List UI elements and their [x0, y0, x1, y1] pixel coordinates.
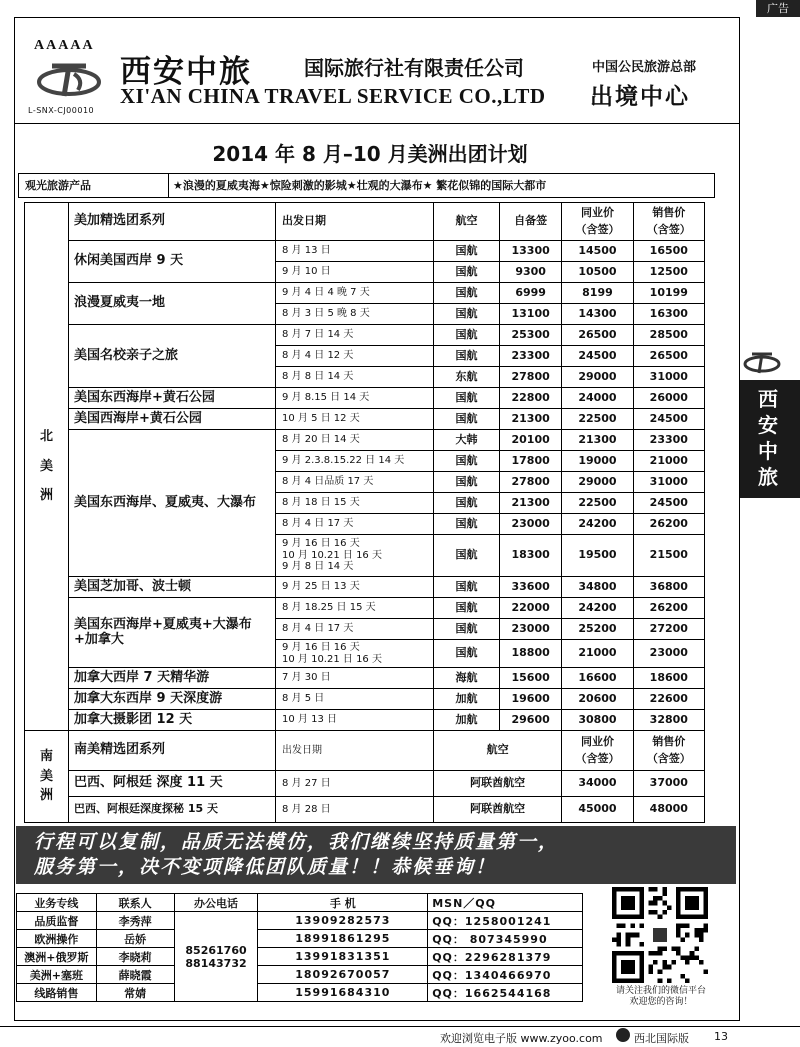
region-char: 洲 — [39, 488, 53, 504]
departure-date-line: 8 月 20 日 14 天 — [282, 434, 360, 446]
departure-date — [276, 472, 434, 493]
sale-price: 24500 — [633, 493, 704, 514]
airline: 国航 — [434, 493, 500, 514]
date-header: 出发日期 — [276, 203, 434, 241]
route-name: 巴西、阿根廷深度探秘 15 天 — [69, 797, 276, 823]
table-row — [25, 771, 705, 797]
contact-row — [17, 948, 583, 966]
slogan-banner — [16, 826, 736, 884]
peer-price-header-line: （含签） — [575, 751, 620, 765]
side-tab-char: 西 — [758, 387, 778, 411]
self-visa-price: 20100 — [500, 430, 562, 451]
table-row — [25, 598, 705, 619]
sale-price: 32800 — [633, 710, 704, 731]
departure-date — [276, 689, 434, 710]
company-name-cn-suffix: 国际旅行社有限责任公司 — [304, 56, 524, 80]
airline: 国航 — [434, 514, 500, 535]
sale-price: 22600 — [633, 689, 704, 710]
departure-date-line: 10 月 10.21 日 16 天 — [282, 549, 382, 561]
airline: 国航 — [434, 262, 500, 283]
departure-date-line: 9 月 25 日 13 天 — [282, 581, 360, 593]
mobile-number: 13991831351 — [258, 948, 428, 966]
contact-person: 岳娇 — [96, 930, 174, 948]
sale-price-header-line: 销售价 — [652, 735, 686, 748]
departure-date — [276, 304, 434, 325]
route-name: 浪漫夏威夷一地 — [69, 283, 276, 325]
peer-price: 24500 — [562, 346, 633, 367]
self-visa-price: 17800 — [500, 451, 562, 472]
contact-person: 薛晓霞 — [96, 966, 174, 984]
airline: 国航 — [434, 409, 500, 430]
license-number: L-SNX-CJ00010 — [28, 106, 95, 115]
contact-row — [17, 912, 583, 930]
sale-price: 26200 — [633, 598, 704, 619]
departure-date-line: 9 月 10 日 — [282, 266, 331, 278]
peer-price: 14500 — [562, 241, 633, 262]
sale-price: 23000 — [633, 640, 704, 668]
contact-person: 李秀萍 — [96, 912, 174, 930]
airline: 国航 — [434, 241, 500, 262]
company-name-cn: 西安中旅 — [120, 54, 252, 90]
peer-price: 45000 — [562, 797, 633, 823]
airline: 国航 — [434, 535, 500, 577]
departure-date-line: 10 月 13 日 — [282, 714, 337, 726]
departure-date: 8 月 27 日 — [276, 771, 434, 797]
region-north-america — [25, 203, 69, 731]
airline: 国航 — [434, 640, 500, 668]
footer-edition: 西北国际版 — [634, 1032, 689, 1045]
departure-date-line: 8 月 7 日 14 天 — [282, 329, 354, 341]
business-line: 品质监督 — [17, 912, 97, 930]
mobile-header: 手 机 — [258, 894, 428, 912]
route-name: 加拿大东西岸 9 天深度游 — [69, 689, 276, 710]
peer-price: 14300 — [562, 304, 633, 325]
departure-date — [276, 577, 434, 598]
airline: 国航 — [434, 577, 500, 598]
table-row — [25, 689, 705, 710]
sale-price-header-line: （含签） — [646, 222, 691, 236]
region-char: 南 — [39, 749, 53, 765]
office-phone-number: 88143732 — [185, 956, 247, 970]
series-header: 美加精选团系列 — [69, 203, 276, 241]
self-visa-price: 23300 — [500, 346, 562, 367]
sale-price: 36800 — [633, 577, 704, 598]
airline: 阿联酋航空 — [434, 771, 562, 797]
peer-price: 25200 — [562, 619, 633, 640]
region-char: 北 — [39, 428, 53, 444]
departure-date-line: 8 月 18.25 日 15 天 — [282, 602, 376, 614]
departure-date — [276, 241, 434, 262]
line-header: 业务专线 — [17, 894, 97, 912]
slogan-line-1: 行程可以复制，品质无法模仿，我们继续坚持质量第一， — [34, 831, 560, 853]
peer-price: 29000 — [562, 472, 633, 493]
table-header-row — [25, 203, 705, 241]
qq-number: QQ：1662544168 — [428, 984, 583, 1002]
self-visa-price: 6999 — [500, 283, 562, 304]
self-visa-price: 27800 — [500, 472, 562, 493]
airline: 东航 — [434, 367, 500, 388]
peer-price: 22500 — [562, 409, 633, 430]
sale-price: 26000 — [633, 388, 704, 409]
self-visa-header: 自备签 — [500, 203, 562, 241]
table-row — [25, 388, 705, 409]
route-name: 美国东西海岸、夏威夷、大瀑布 — [69, 430, 276, 577]
sale-price: 10199 — [633, 283, 704, 304]
departure-date — [276, 535, 434, 577]
table-row — [25, 241, 705, 262]
category-bar — [18, 173, 715, 198]
table-row — [25, 710, 705, 731]
departure-date — [276, 668, 434, 689]
departure-date — [276, 640, 434, 668]
airline: 加航 — [434, 710, 500, 731]
departure-date — [276, 493, 434, 514]
departure-date — [276, 346, 434, 367]
airline: 海航 — [434, 668, 500, 689]
side-tab-char: 中 — [758, 439, 778, 463]
self-visa-price: 22800 — [500, 388, 562, 409]
airline: 国航 — [434, 325, 500, 346]
sale-price: 31000 — [633, 472, 704, 493]
qq-number: QQ： 807345990 — [428, 930, 583, 948]
contact-person: 李晓莉 — [96, 948, 174, 966]
departure-date — [276, 451, 434, 472]
footer-logo-icon — [616, 1028, 630, 1042]
self-visa-price: 15600 — [500, 668, 562, 689]
person-header: 联系人 — [96, 894, 174, 912]
series-header: 南美精选团系列 — [69, 731, 276, 771]
page-number: 13 — [714, 1030, 728, 1043]
peer-price: 29000 — [562, 367, 633, 388]
office-phone-header: 办公电话 — [174, 894, 258, 912]
table-row — [25, 409, 705, 430]
slogan-line-2: 服务第一，决不变项降低团队质量！！恭候垂询！ — [34, 856, 497, 878]
sale-price: 37000 — [633, 771, 704, 797]
sale-price: 26500 — [633, 346, 704, 367]
table-row — [25, 283, 705, 304]
peer-price: 16600 — [562, 668, 633, 689]
region-char: 美 — [39, 768, 53, 784]
sale-price: 27200 — [633, 619, 704, 640]
sale-price-header-line: 销售价 — [652, 206, 686, 219]
sale-price: 48000 — [633, 797, 704, 823]
footer-url: 欢迎浏览电子版 www.zyoo.com — [440, 1032, 603, 1045]
departure-date — [276, 388, 434, 409]
self-visa-price: 18800 — [500, 640, 562, 668]
office-phone-number: 85261760 — [185, 943, 247, 957]
route-name: 加拿大西岸 7 天精华游 — [69, 668, 276, 689]
qq-header: MSN／QQ — [428, 894, 583, 912]
departure-date — [276, 598, 434, 619]
peer-price: 21000 — [562, 640, 633, 668]
peer-price: 24200 — [562, 514, 633, 535]
sale-price: 21000 — [633, 451, 704, 472]
departure-date — [276, 367, 434, 388]
sale-price: 12500 — [633, 262, 704, 283]
self-visa-price: 21300 — [500, 493, 562, 514]
sale-price: 23300 — [633, 430, 704, 451]
date-header: 出发日期 — [276, 731, 434, 771]
contact-row — [17, 966, 583, 984]
departure-date — [276, 430, 434, 451]
sale-price: 26200 — [633, 514, 704, 535]
departure-date-line: 7 月 30 日 — [282, 672, 331, 684]
airline: 国航 — [434, 283, 500, 304]
rating-stars: AAAAA — [34, 38, 95, 53]
peer-price: 22500 — [562, 493, 633, 514]
sale-price-header-line: （含签） — [646, 751, 691, 765]
departure-date-line: 9 月 2.3.8.15.22 日 14 天 — [282, 455, 405, 467]
wechat-qr-code-icon — [612, 887, 708, 983]
departure-date-line: 9 月 16 日 16 天 — [282, 642, 360, 653]
table-row — [25, 430, 705, 451]
qq-number: QQ：1340466970 — [428, 966, 583, 984]
region-char: 洲 — [39, 788, 53, 804]
peer-price-header-line: （含签） — [575, 222, 620, 236]
company-name-en: XI'AN CHINA TRAVEL SERVICE CO.,LTD — [120, 84, 546, 108]
region-south-america — [25, 731, 69, 823]
departure-date — [276, 514, 434, 535]
airline: 加航 — [434, 689, 500, 710]
self-visa-price: 23000 — [500, 514, 562, 535]
departure-date-line: 8 月 4 日 17 天 — [282, 623, 354, 635]
departure-date — [276, 325, 434, 346]
category-highlights: ★浪漫的夏威夷海★惊险刺激的影城★壮观的大瀑布★ 繁花似锦的国际大都市 — [173, 179, 547, 192]
sale-price: 31000 — [633, 367, 704, 388]
departure-date — [276, 262, 434, 283]
self-visa-price: 13100 — [500, 304, 562, 325]
page-title: 2014 年 8 月–10 月美洲出团计划 — [212, 142, 528, 166]
qr-caption-line-2: 欢迎您的咨询！ — [629, 997, 693, 1007]
peer-price: 19500 — [562, 535, 633, 577]
airline: 国航 — [434, 472, 500, 493]
side-tab-text — [748, 386, 788, 490]
region-char: 美 — [39, 458, 53, 474]
business-line: 欧洲操作 — [17, 930, 97, 948]
sale-price: 16300 — [633, 304, 704, 325]
self-visa-price: 21300 — [500, 409, 562, 430]
self-visa-price: 25300 — [500, 325, 562, 346]
departure-date-line: 9 月 8.15 日 14 天 — [282, 392, 370, 404]
side-tab-char: 旅 — [758, 465, 778, 489]
contact-header-row — [17, 894, 583, 912]
contact-row — [17, 984, 583, 1002]
airline: 国航 — [434, 619, 500, 640]
peer-price: 20600 — [562, 689, 633, 710]
route-name: 巴西、阿根廷 深度 11 天 — [69, 771, 276, 797]
departure-date-line: 8 月 4 日品质 17 天 — [282, 476, 374, 488]
departure-date-line: 8 月 8 日 14 天 — [282, 371, 354, 383]
table-row — [25, 325, 705, 346]
airline: 大韩 — [434, 430, 500, 451]
sale-price: 16500 — [633, 241, 704, 262]
departure-date — [276, 283, 434, 304]
self-visa-price: 23000 — [500, 619, 562, 640]
self-visa-price: 29600 — [500, 710, 562, 731]
peer-price-header-line: 同业价 — [580, 206, 614, 219]
airline: 国航 — [434, 388, 500, 409]
route-name: 美国东西海岸+夏威夷+大瀑布+加拿大 — [69, 598, 276, 668]
airline-header: 航空 — [434, 731, 562, 771]
departure-date-line: 8 月 4 日 12 天 — [282, 350, 354, 362]
peer-price: 21300 — [562, 430, 633, 451]
peer-price: 10500 — [562, 262, 633, 283]
departure-date-line: 10 月 5 日 12 天 — [282, 413, 360, 425]
airline: 国航 — [434, 451, 500, 472]
mobile-number: 18092670057 — [258, 966, 428, 984]
peer-price: 26500 — [562, 325, 633, 346]
departure-date-line: 8 月 3 日 5 晚 8 天 — [282, 308, 370, 320]
self-visa-price: 22000 — [500, 598, 562, 619]
contact-row — [17, 930, 583, 948]
peer-price: 24200 — [562, 598, 633, 619]
self-visa-price: 9300 — [500, 262, 562, 283]
departure-date — [276, 409, 434, 430]
peer-price: 8199 — [562, 283, 633, 304]
table-row — [25, 797, 705, 823]
mobile-number: 18991861295 — [258, 930, 428, 948]
departure-date-line: 8 月 5 日 — [282, 693, 325, 705]
self-visa-price: 18300 — [500, 535, 562, 577]
departure-date-line: 8 月 13 日 — [282, 245, 331, 257]
airline: 国航 — [434, 598, 500, 619]
sale-price: 18600 — [633, 668, 704, 689]
table-row — [25, 577, 705, 598]
office-phone — [174, 912, 258, 1002]
departure-date-line: 8 月 4 日 17 天 — [282, 518, 354, 530]
departure-date-line: 10 月 10.21 日 16 天 — [282, 653, 382, 665]
route-name: 美国名校亲子之旅 — [69, 325, 276, 388]
contact-table — [16, 893, 583, 1002]
departure-date-line: 9 月 8 日 14 天 — [282, 561, 354, 573]
self-visa-price: 13300 — [500, 241, 562, 262]
airline: 国航 — [434, 346, 500, 367]
qr-caption-line-1: 请关注我们的微信平台 — [615, 986, 706, 996]
route-name: 美国东西海岸+黄石公园 — [69, 388, 276, 409]
peer-price: 34800 — [562, 577, 633, 598]
ad-tag: 广告 — [756, 0, 800, 17]
self-visa-price: 33600 — [500, 577, 562, 598]
peer-price: 19000 — [562, 451, 633, 472]
sale-price-header — [633, 203, 704, 241]
category-label: 观光旅游产品 — [19, 174, 169, 197]
departure-date-line: 8 月 18 日 15 天 — [282, 497, 360, 509]
business-line: 美洲+塞班 — [17, 966, 97, 984]
peer-price-header-line: 同业价 — [580, 735, 614, 748]
airline: 阿联酋航空 — [434, 797, 562, 823]
sale-price: 28500 — [633, 325, 704, 346]
sale-price: 24500 — [633, 409, 704, 430]
departure-date: 8 月 28 日 — [276, 797, 434, 823]
qq-number: QQ：2296281379 — [428, 948, 583, 966]
side-logo-icon — [742, 348, 782, 376]
mobile-number: 15991684310 — [258, 984, 428, 1002]
route-name: 美国西海岸+黄石公园 — [69, 409, 276, 430]
schedule-table — [24, 202, 705, 823]
business-line: 澳洲+俄罗斯 — [17, 948, 97, 966]
company-logo-icon — [34, 56, 104, 102]
peer-price: 24000 — [562, 388, 633, 409]
qq-number: QQ：1258001241 — [428, 912, 583, 930]
departure-date-line: 9 月 4 日 4 晚 7 天 — [282, 287, 370, 299]
mobile-number: 13909282573 — [258, 912, 428, 930]
qr-caption — [596, 986, 726, 1008]
self-visa-price: 19600 — [500, 689, 562, 710]
department-label: 出境中心 — [590, 84, 690, 110]
hq-label: 中国公民旅游总部 — [592, 60, 697, 75]
airline: 国航 — [434, 304, 500, 325]
table-header-row — [25, 731, 705, 771]
peer-price: 30800 — [562, 710, 633, 731]
departure-date — [276, 710, 434, 731]
route-name: 美国芝加哥、波士顿 — [69, 577, 276, 598]
departure-date-line: 9 月 16 日 16 天 — [282, 538, 360, 550]
route-name: 休闲美国西岸 9 天 — [69, 241, 276, 283]
airline-header: 航空 — [434, 203, 500, 241]
peer-price-header — [562, 731, 633, 771]
departure-date — [276, 619, 434, 640]
sale-price-header — [633, 731, 704, 771]
peer-price: 34000 — [562, 771, 633, 797]
peer-price-header — [562, 203, 633, 241]
side-tab-char: 安 — [758, 413, 778, 437]
sale-price: 21500 — [633, 535, 704, 577]
business-line: 线路销售 — [17, 984, 97, 1002]
self-visa-price: 27800 — [500, 367, 562, 388]
table-row — [25, 668, 705, 689]
contact-person: 常婧 — [96, 984, 174, 1002]
route-name: 加拿大摄影团 12 天 — [69, 710, 276, 731]
